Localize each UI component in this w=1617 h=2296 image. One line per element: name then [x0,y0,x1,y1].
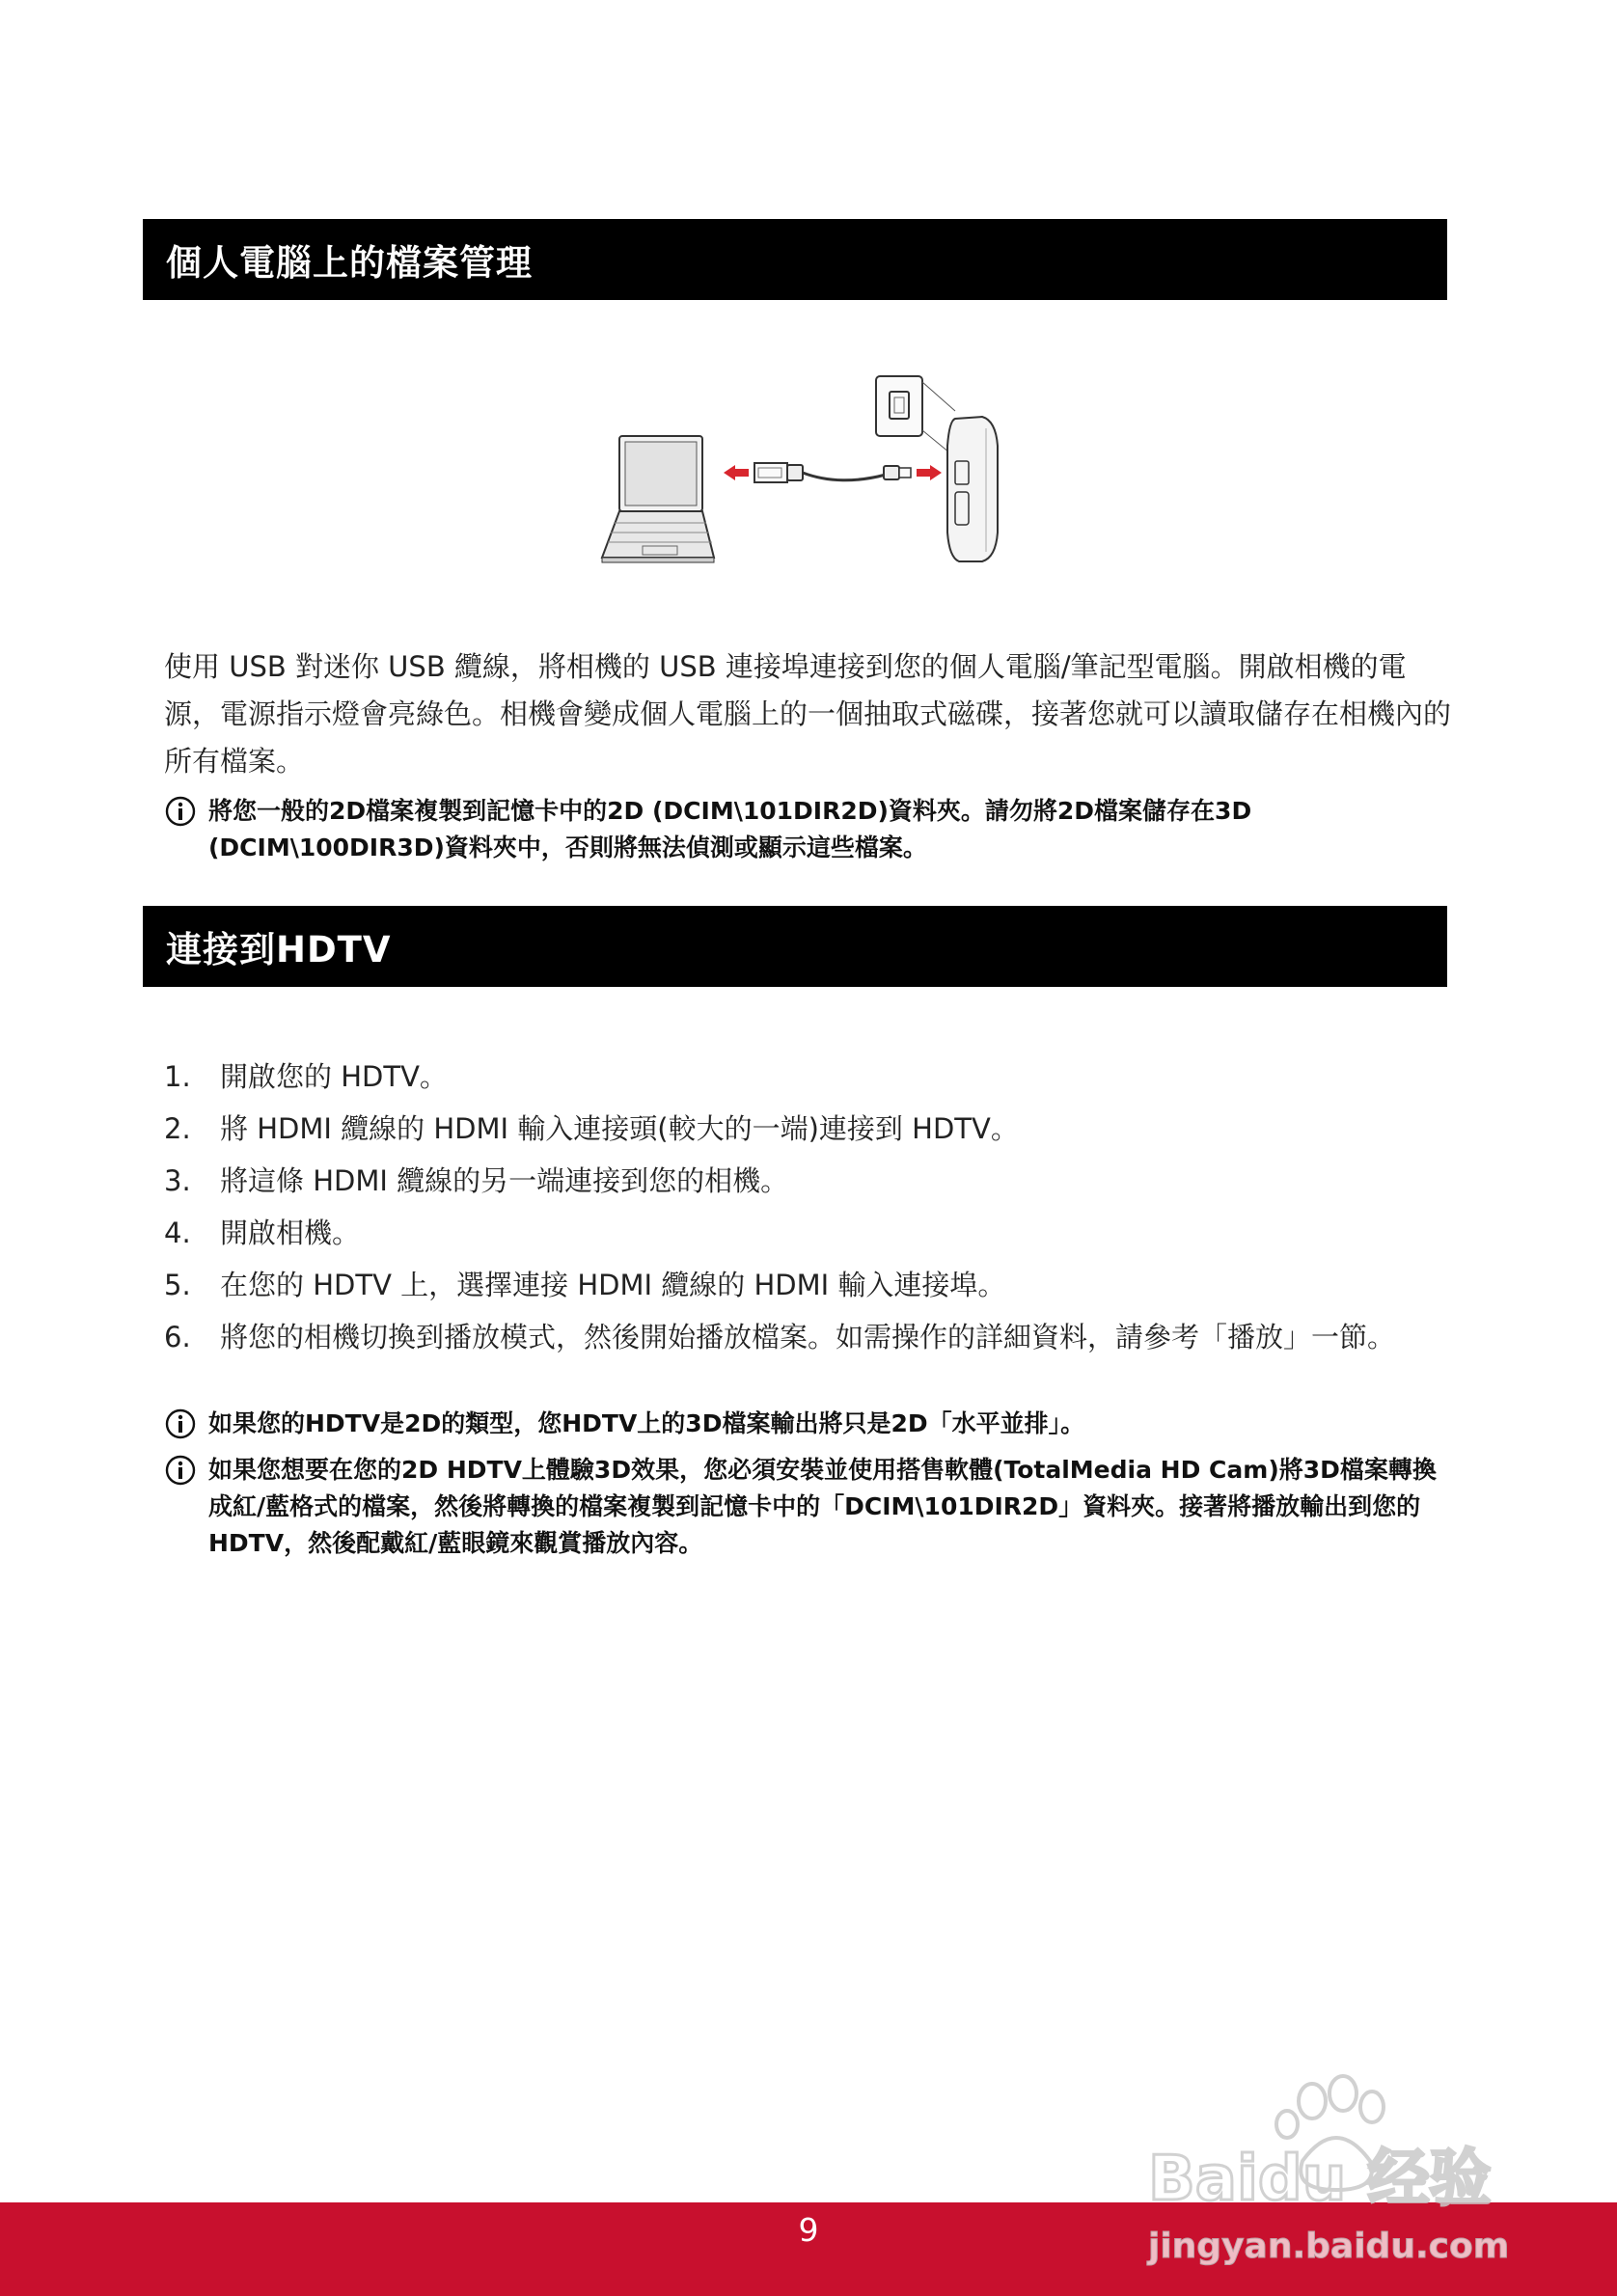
watermark-url: jingyan.baidu.com [1148,2227,1510,2266]
arrow-left-icon [724,465,749,480]
list-item: 1. 開啟您的 HDTV。 [164,1060,448,1093]
baidu-jingyan-watermark [1138,2055,1524,2277]
camera-icon [947,417,998,561]
note-text: 如果您的HDTV是2D的類型，您HDTV上的3D檔案輸出將只是2D「水平並排」。 [208,1409,1085,1437]
arrow-right-icon [917,465,942,480]
section-header-hdtv [143,906,1447,987]
note-2d-folder [164,793,1457,866]
info-icon [164,1408,197,1440]
mini-usb-plug-icon [884,466,911,479]
info-icon [164,1454,197,1487]
list-item: 5. 在您的 HDTV 上，選擇連接 HDMI 纜線的 HDMI 輸入連接埠。 [164,1269,1006,1301]
laptop-icon [602,436,714,562]
usb-plug-icon [754,463,803,482]
usb-connection-paragraph: 使用 USB 對迷你 USB 纜線，將相機的 USB 連接埠連接到您的個人電腦/筆記型電腦。開啟相機的電源，電源指示燈會亮綠色。相機會變成個人電腦上的一個抽取式磁碟，接著您就可以讀取儲存在相機內的所有檔案。 [164,650,1452,778]
port-zoom-callout [876,376,955,457]
section-header-file-management [143,219,1447,300]
note-3d-conversion [164,1452,1457,1562]
hdtv-steps-list [164,1053,1457,1366]
list-item: 6. 將您的相機切換到播放模式，然後開始播放檔案。如需操作的詳細資料，請參考「播放」一節。 [164,1321,1396,1353]
list-item: 3. 將這條 HDMI 纜線的另一端連接到您的相機。 [164,1164,789,1197]
info-icon [164,795,197,828]
section-title: 連接到HDTV [166,929,392,970]
note-text: 將您一般的2D檔案複製到記憶卡中的2D (DCIM\101DIR2D)資料夾。請勿將2D檔案儲存在3D (DCIM\100DIR3D)資料夾中，否則將無法偵測或顯示這些檔案。 [208,797,1252,861]
page-number: 9 [798,2211,819,2249]
note-text: 如果您想要在您的2D HDTV上體驗3D效果，您必須安裝並使用搭售軟體(TotalMedia HD Cam)將3D檔案轉換成紅/藍格式的檔案，然後將轉換的檔案複製到記憶卡中的「DCIM\101DIR2D」資料夾。接著將播放輸出到您的HDTV，然後配戴紅/藍眼鏡來觀賞播放內容。 [208,1456,1437,1557]
usb-connection-illustration [596,369,1059,583]
list-item: 2. 將 HDMI 纜線的 HDMI 輸入連接頭(較大的一端)連接到 HDTV。 [164,1112,1019,1145]
note-2d-hdtv [164,1406,1457,1442]
list-item: 4. 開啟相機。 [164,1216,361,1249]
watermark-brand: Baidu 经验 [1148,2144,1492,2215]
section-title: 個人電腦上的檔案管理 [166,242,533,284]
